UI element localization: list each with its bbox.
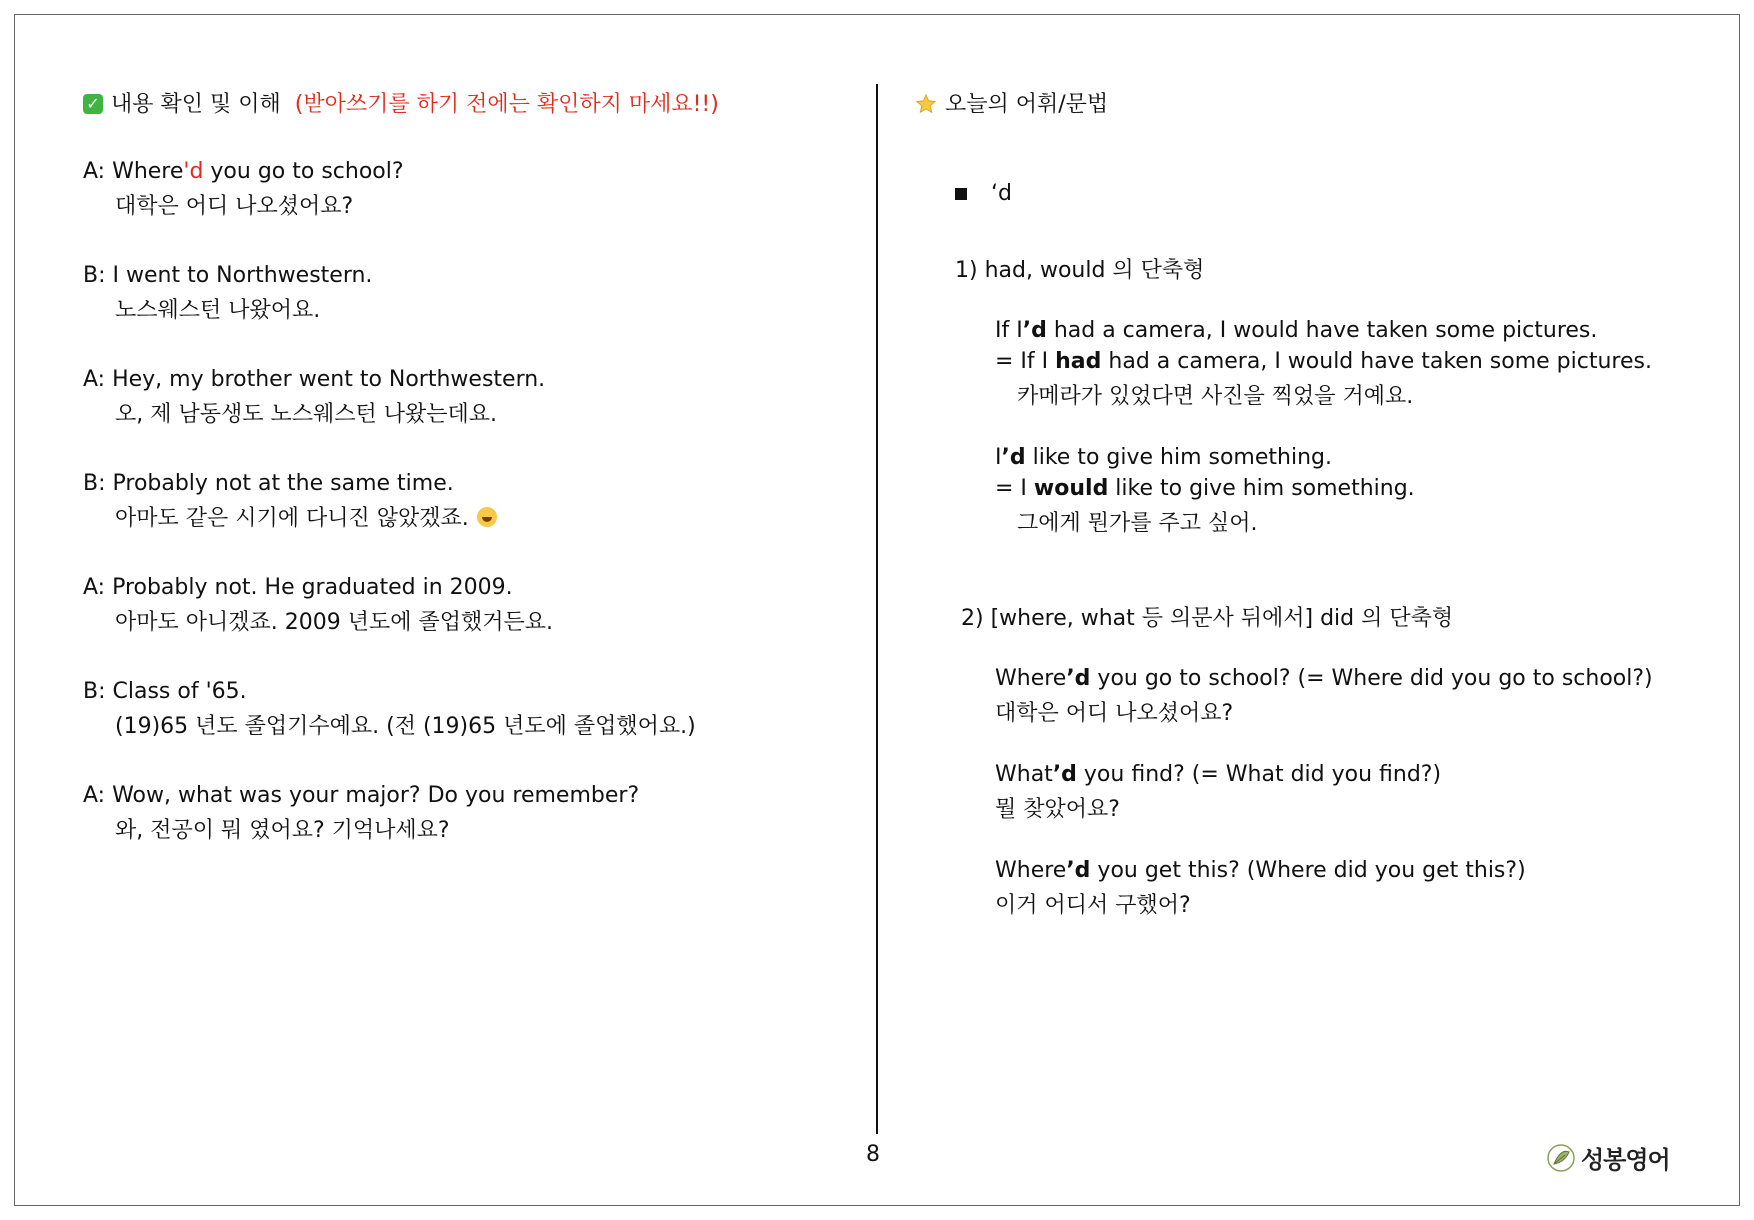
dialogue-line — [83, 674, 863, 744]
example-ko: 대학은 어디 나오셨어요? — [995, 701, 1234, 726]
dialogue-line — [83, 570, 863, 640]
right-column — [915, 86, 1715, 923]
example-text: = I — [995, 476, 1034, 501]
example-bold: ’d — [1066, 666, 1091, 691]
example-bold: ’d — [1066, 858, 1091, 883]
leaf-logo-icon — [1545, 1142, 1577, 1174]
example-text: = If I — [995, 349, 1056, 374]
example-bold: had — [1055, 349, 1102, 374]
dialogue-en: A: Where — [83, 159, 184, 184]
example-text: had a camera, I would have taken some pictures. — [1101, 349, 1652, 374]
dialogue-line — [83, 258, 863, 328]
dialogue-ko: (19)65 년도 졸업기수예요. (전 (19)65 년도에 졸업했어요.) — [115, 714, 696, 739]
right-heading — [915, 86, 1715, 122]
example-text: If I — [995, 318, 1023, 343]
section-2-title: 2) [where, what 등 의문사 뒤에서] did 의 단축형 — [961, 606, 1454, 631]
dialogue-ko: 와, 전공이 뭐 였어요? 기억나세요? — [115, 818, 450, 843]
dialogue-en: B: Probably not at the same time. — [83, 471, 454, 496]
example-bold: ’d — [1001, 445, 1026, 470]
dialogue-en: A: Wow, what was your major? Do you remember? — [83, 783, 640, 808]
example-text: you get this? (Where did you get this?) — [1090, 858, 1526, 883]
dialogue-en: B: I went to Northwestern. — [83, 263, 373, 288]
example-text: you find? (= What did you find?) — [1076, 762, 1442, 787]
dialogue-en: A: Hey, my brother went to Northwestern. — [83, 367, 546, 392]
page-number: 8 — [866, 1142, 880, 1167]
example-block — [915, 440, 1715, 541]
dialogue-line — [83, 362, 863, 432]
example-text: like to give him something. — [1025, 445, 1332, 470]
square-bullet-icon — [955, 188, 967, 200]
example-text: had a camera, I would have taken some pictures. — [1046, 318, 1598, 343]
example-text: Where — [995, 858, 1067, 883]
example-bold: ’d — [1022, 318, 1047, 343]
bullet-item — [955, 176, 1715, 211]
logo-text: 성봉영어 — [1581, 1146, 1670, 1174]
column-divider — [876, 84, 878, 1134]
example-block — [915, 661, 1715, 731]
right-heading-text: 오늘의 어휘/문법 — [945, 91, 1109, 117]
example-ko: 뭘 찾았어요? — [995, 797, 1120, 822]
warning-text: (받아쓰기를 하기 전에는 확인하지 마세요!!) — [294, 91, 719, 117]
left-heading-text: 내용 확인 및 이해 — [111, 91, 281, 117]
example-ko: 카메라가 있었다면 사진을 찍었을 거예요. — [1017, 384, 1414, 409]
dialogue-line — [83, 154, 863, 224]
example-bold: would — [1033, 476, 1109, 501]
grinning-emoji-icon — [477, 507, 497, 527]
star-icon — [915, 93, 937, 115]
dialogue-en: A: Probably not. He graduated in 2009. — [83, 575, 513, 600]
left-heading — [83, 86, 863, 122]
dialogue-ko: 오, 제 남동생도 노스웨스턴 나왔는데요. — [115, 402, 497, 427]
dialogue-en: B: Class of '65. — [83, 679, 247, 704]
bullet-label: ‘d — [991, 181, 1012, 206]
example-block — [915, 853, 1715, 923]
dialogue-ko: 아마도 아니겠죠. 2009 년도에 졸업했거든요. — [115, 610, 553, 635]
example-text: What — [995, 762, 1053, 787]
section-1-title: 1) had, would 의 단축형 — [955, 258, 1205, 283]
dialogue-en: you go to school? — [203, 159, 404, 184]
dialogue-line — [83, 466, 863, 536]
dialogue-ko: 대학은 어디 나오셨어요? — [115, 194, 354, 219]
example-ko: 이거 어디서 구했어? — [995, 893, 1191, 918]
example-bold: ’d — [1052, 762, 1077, 787]
example-ko: 그에게 뭔가를 주고 싶어. — [1017, 511, 1258, 536]
dialogue-line — [83, 778, 863, 848]
left-column — [83, 86, 863, 882]
example-text: Where — [995, 666, 1067, 691]
dialogue-ko: 아마도 같은 시기에 다니진 않았겠죠. — [115, 506, 469, 531]
example-text: I — [995, 445, 1002, 470]
example-text: you go to school? (= Where did you go to school?) — [1090, 666, 1653, 691]
example-block — [915, 313, 1715, 414]
contraction-highlight: 'd — [183, 159, 204, 184]
dialogue-ko: 노스웨스턴 나왔어요. — [115, 298, 321, 323]
check-icon: ✓ — [83, 94, 103, 114]
brand-logo — [1545, 1140, 1670, 1175]
example-block — [915, 757, 1715, 827]
example-text: like to give him something. — [1108, 476, 1415, 501]
